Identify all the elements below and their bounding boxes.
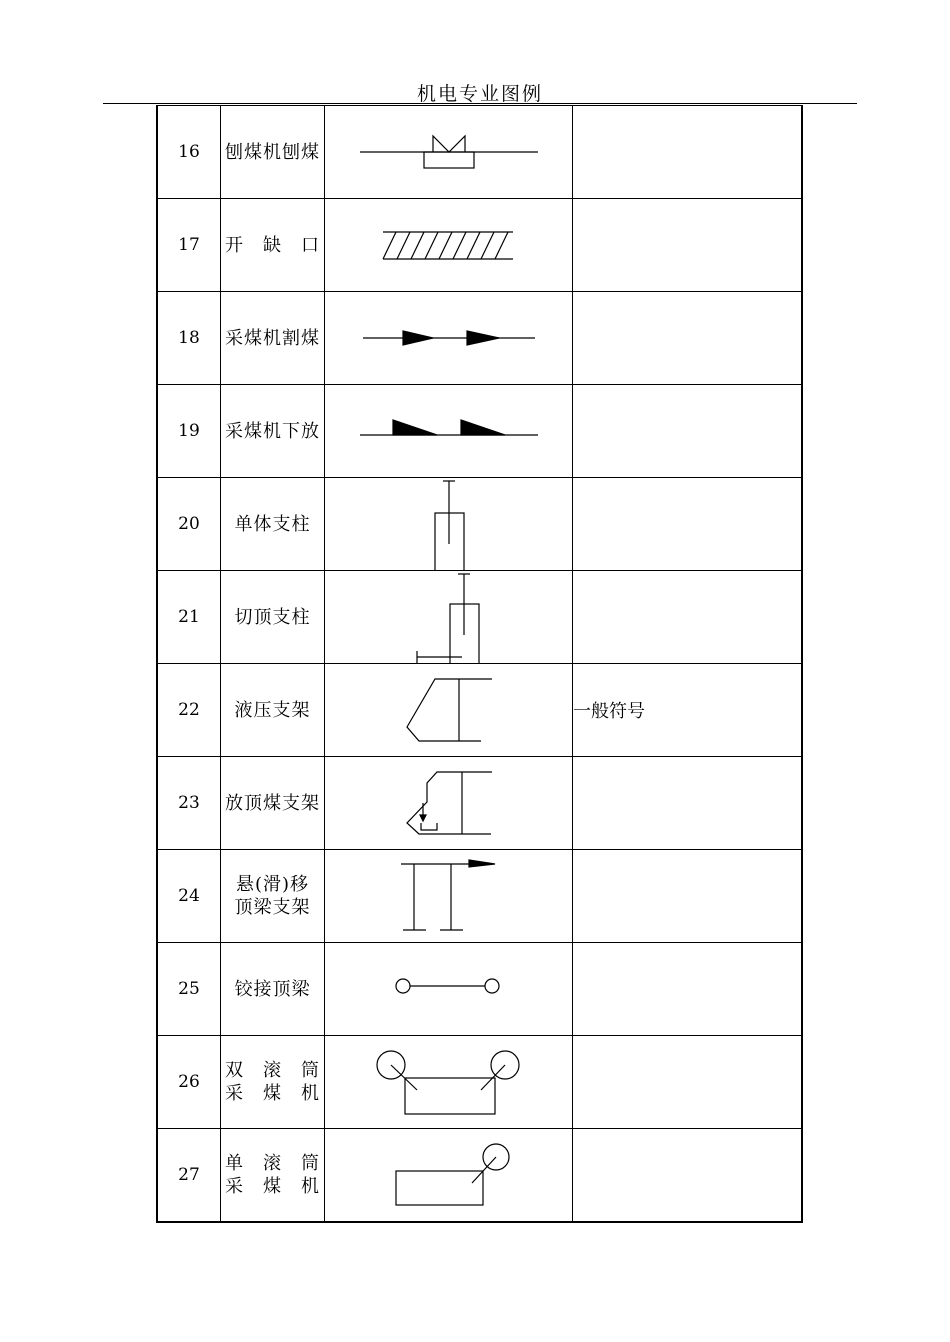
- plough-icon: [325, 106, 572, 198]
- row-name-line: 采 煤 机: [225, 1083, 320, 1104]
- row-name: 采煤机割煤: [221, 292, 325, 385]
- table-row: [157, 478, 802, 571]
- row-symbol: [325, 1129, 573, 1223]
- double-drum-shearer-icon: [325, 1036, 572, 1128]
- table-row: [157, 1129, 802, 1223]
- row-note: [573, 1036, 803, 1129]
- row-number: 25: [157, 943, 221, 1036]
- row-name: [221, 1036, 325, 1129]
- row-symbol: [325, 943, 573, 1036]
- row-number: 21: [157, 571, 221, 664]
- row-symbol: [325, 385, 573, 478]
- table-row: [157, 943, 802, 1036]
- row-name: 液压支架: [221, 664, 325, 757]
- shearer-cut-icon: [325, 292, 572, 384]
- row-name-line: 双 滚 筒: [225, 1060, 320, 1081]
- row-number: 26: [157, 1036, 221, 1129]
- row-number: 27: [157, 1129, 221, 1223]
- row-name: [221, 1129, 325, 1223]
- table-row: [157, 571, 802, 664]
- row-name: 开 缺 口: [221, 199, 325, 292]
- row-note: [573, 199, 803, 292]
- row-note: 一般符号: [573, 664, 803, 757]
- row-symbol: [325, 664, 573, 757]
- row-number: 18: [157, 292, 221, 385]
- table-row: [157, 757, 802, 850]
- table-row: [157, 664, 802, 757]
- row-name: 刨煤机刨煤: [221, 106, 325, 199]
- table-row: [157, 850, 802, 943]
- row-note: [573, 571, 803, 664]
- cutting-prop-icon: [325, 571, 572, 663]
- row-name-line: 顶梁支架: [234, 897, 311, 918]
- row-symbol: [325, 478, 573, 571]
- row-name-line: 单 滚 筒: [225, 1153, 320, 1174]
- row-note: [573, 1129, 803, 1223]
- legend-table: [156, 105, 803, 1223]
- row-symbol: [325, 106, 573, 199]
- table-row: [157, 1036, 802, 1129]
- hatch-icon: [325, 199, 572, 291]
- row-number: 20: [157, 478, 221, 571]
- table-row: [157, 106, 802, 199]
- row-note: [573, 292, 803, 385]
- row-number: 23: [157, 757, 221, 850]
- row-symbol: [325, 292, 573, 385]
- shearer-lower-icon: [325, 385, 572, 477]
- row-note: [573, 943, 803, 1036]
- single-prop-icon: [325, 478, 572, 570]
- row-symbol: [325, 1036, 573, 1129]
- page-title: 机电专业图例: [416, 83, 543, 105]
- row-number: 17: [157, 199, 221, 292]
- table-row: [157, 199, 802, 292]
- row-name: 铰接顶梁: [221, 943, 325, 1036]
- row-name-line: 采 煤 机: [225, 1176, 320, 1197]
- row-name: 单体支柱: [221, 478, 325, 571]
- header-rule: [103, 103, 857, 104]
- row-number: 16: [157, 106, 221, 199]
- row-name: [221, 850, 325, 943]
- table-row: [157, 292, 802, 385]
- row-symbol: [325, 199, 573, 292]
- row-symbol: [325, 571, 573, 664]
- row-note: [573, 757, 803, 850]
- sliding-beam-support-icon: [325, 850, 572, 942]
- row-note: [573, 385, 803, 478]
- row-name: 切顶支柱: [221, 571, 325, 664]
- row-note: [573, 850, 803, 943]
- top-coal-support-icon: [325, 757, 572, 849]
- row-symbol: [325, 850, 573, 943]
- row-note: [573, 478, 803, 571]
- hydraulic-support-icon: [325, 664, 572, 756]
- single-drum-shearer-icon: [325, 1129, 572, 1221]
- hinged-beam-icon: [325, 943, 572, 1035]
- row-note: [573, 106, 803, 199]
- row-symbol: [325, 757, 573, 850]
- row-name: 放顶煤支架: [221, 757, 325, 850]
- row-name-line: 悬(滑)移: [235, 874, 310, 895]
- row-number: 19: [157, 385, 221, 478]
- table-row: [157, 385, 802, 478]
- row-number: 24: [157, 850, 221, 943]
- row-number: 22: [157, 664, 221, 757]
- row-name: 采煤机下放: [221, 385, 325, 478]
